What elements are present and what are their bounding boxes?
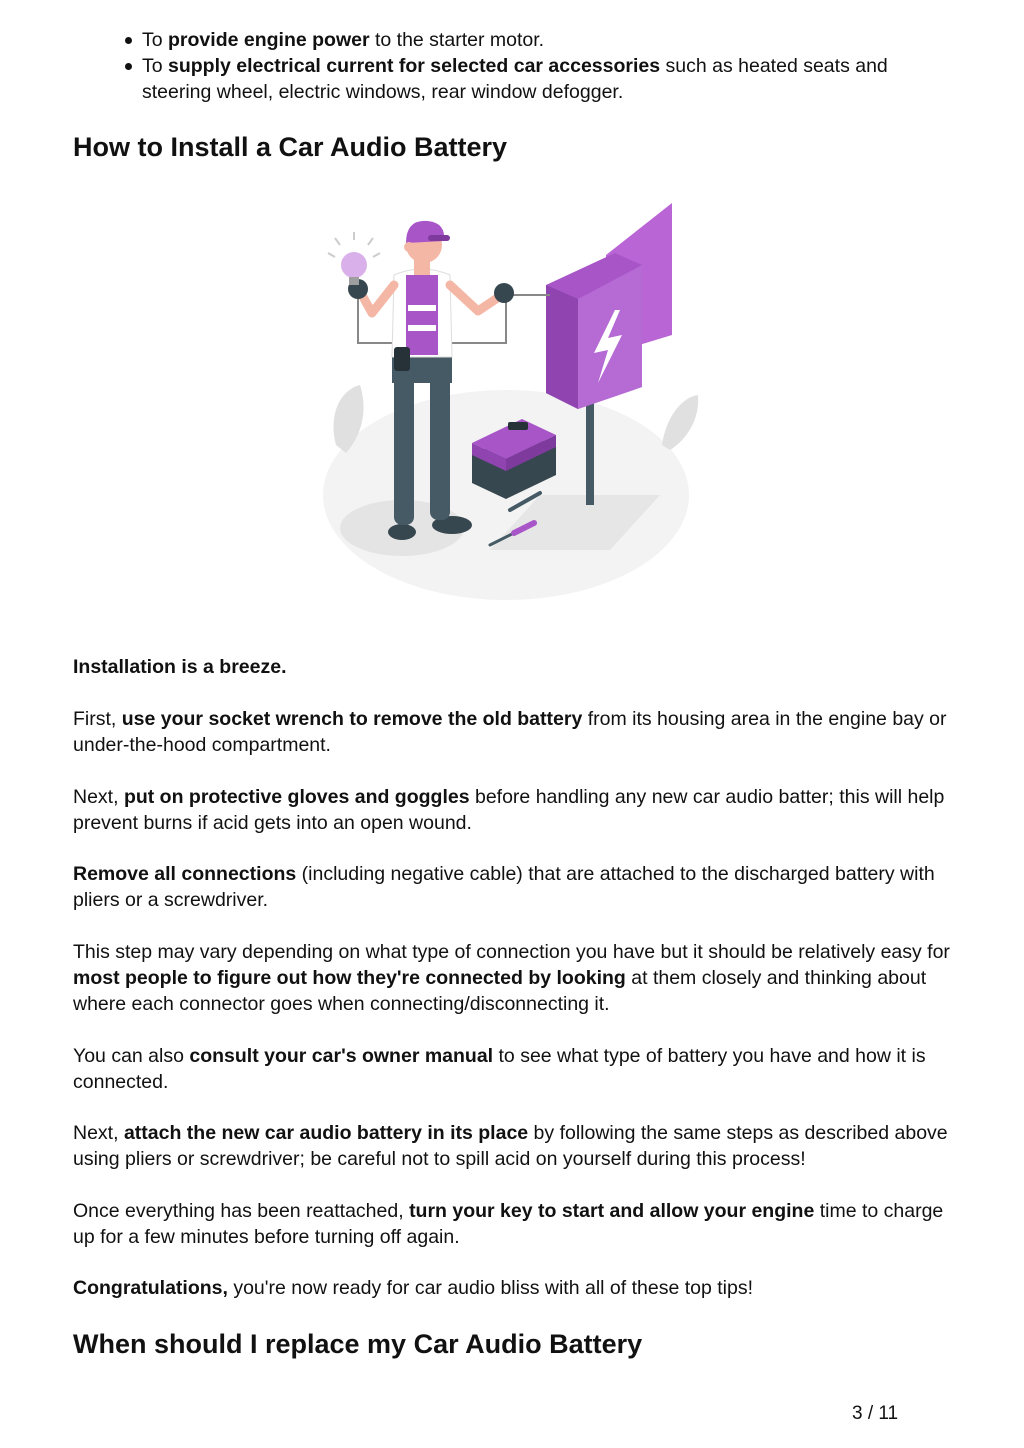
text-span: Next,: [73, 786, 124, 808]
paragraph: [73, 939, 953, 1017]
bold-text: Remove all connections: [73, 863, 297, 885]
battery-installer-illustration: [310, 195, 710, 605]
bold-text: turn your key to start and allow your engine: [409, 1200, 815, 1222]
text-span: Next,: [73, 1122, 124, 1144]
text-span: you're now ready for car audio bliss with all of these top tips!: [227, 1277, 753, 1299]
text-span: (including negative cable) that are attached to the discharged battery with pliers or a screwdriver.: [73, 863, 935, 911]
bold-text: consult your car's owner manual: [189, 1045, 494, 1067]
intro-bullet-list: [122, 27, 952, 105]
list-item: [122, 53, 952, 105]
paragraph: [73, 861, 953, 913]
section-heading-install: How to Install a Car Audio Battery: [73, 132, 508, 162]
bold-text: most people to figure out how they're connected by looking: [73, 967, 626, 989]
bold-text: Installation is a breeze.: [73, 656, 287, 678]
bold-text: Congratulations,: [73, 1277, 228, 1299]
paragraph: [73, 1120, 953, 1172]
bold-text: put on protective gloves and goggles: [123, 786, 470, 808]
page-number: 3 / 11: [852, 1403, 899, 1424]
text-span: such as heated seats and steering wheel, electric windows, rear window defogger.: [142, 55, 888, 103]
text-span: time to charge up for a few minutes before turning off again.: [73, 1200, 944, 1248]
text-span: To: [142, 55, 169, 77]
text-span: You can also: [73, 1045, 190, 1067]
paragraph: [73, 1198, 953, 1250]
list-item: [122, 27, 952, 53]
intro-paragraph: [73, 654, 953, 680]
paragraph: [73, 1275, 953, 1301]
text-span: to the starter motor.: [369, 29, 545, 51]
text-span: at them closely and thinking about where each connector goes when connecting/disconnecting it.: [73, 967, 927, 1015]
text-span: Once everything has been reattached,: [73, 1200, 410, 1222]
text-span: from its housing area in the engine bay or under-the-hood compartment.: [73, 708, 947, 756]
text-span: To: [142, 29, 169, 51]
paragraph: [73, 1043, 953, 1095]
text-span: by following the same steps as described above using pliers or screwdriver; be careful not to spill acid on yourself during this process!: [73, 1122, 948, 1170]
text-span: First,: [73, 708, 122, 730]
text-span: before handling any new car audio batter; this will help prevent burns if acid gets into an open wound.: [73, 786, 945, 834]
text-span: to see what type of battery you have and how it is connected.: [73, 1045, 926, 1093]
bold-text: provide engine power: [168, 29, 370, 51]
section-heading-replace: When should I replace my Car Audio Battery: [73, 1329, 643, 1359]
bold-text: use your socket wrench to remove the old battery: [121, 708, 583, 730]
paragraph: [73, 784, 953, 836]
paragraph: [73, 706, 953, 758]
text-span: This step may vary depending on what type of connection you have but it should be relatively easy for: [73, 941, 950, 963]
bold-text: supply electrical current for selected car accessories: [168, 55, 661, 77]
bold-text: attach the new car audio battery in its place: [123, 1122, 529, 1144]
